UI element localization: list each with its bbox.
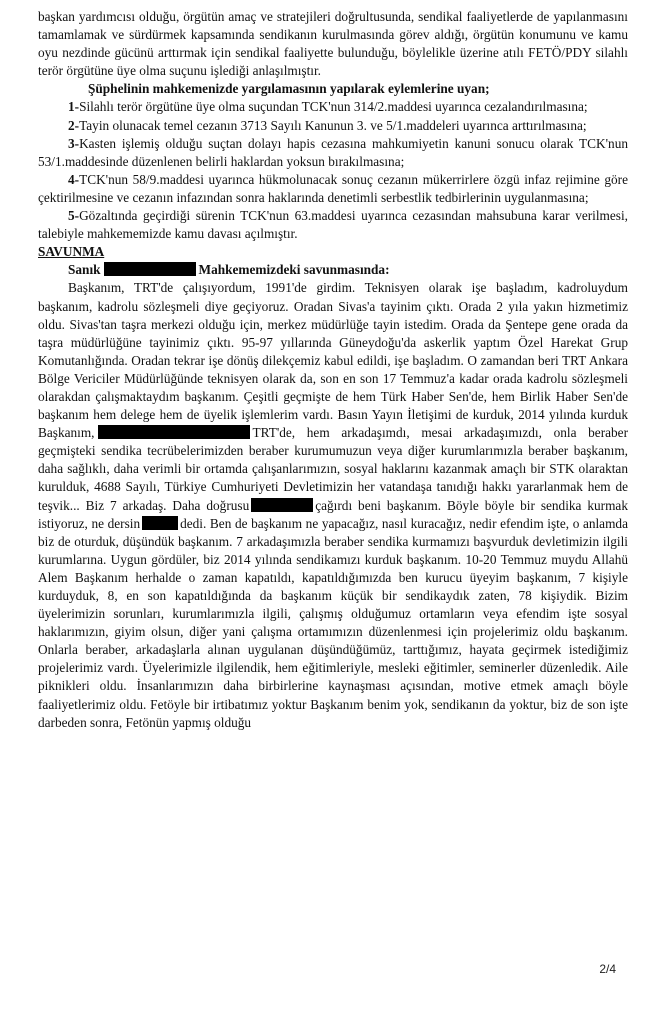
demand-item (38, 135, 628, 171)
demand-number: 3- (68, 135, 80, 151)
intro-paragraph: başkan yardımcısı olduğu, örgütün amaç ve stratejileri doğrultusunda, sendikal faaliyetlerde de yapılanmasını tamamlamak ve sürdürmek kapsamında sendikanın kurulmasında görev aldığı, örgütün konumunu ve kamu oyu nezdinde gücünü arttırmak için sendikal faaliyette bulunduğu, böylelikle üzerine atılı FETÖ/PDY silahlı terör örgütüne üye olma suçunu işlediği anlaşılmıştır. (38, 9, 628, 79)
document-page (38, 8, 628, 732)
demand-text: Kasten işlemiş olduğu suçtan dolayı hapis cezasına mahkumiyetin kanuni sonucu olarak TCK'nun 53/1.maddesinde düzenlenen belirli haklardan yoksun bırakılmasına; (38, 135, 628, 169)
section-title: SAVUNMA (38, 244, 105, 260)
demand-text: TCK'nun 58/9.maddesi uyarınca hükmolunacak sonuç cezanın mükerrirlere özgü infaz rejimine göre çektirilmesine ve cezanın infazından sonra haklarında denetimli serbestlik tedbirlerinin uygulanmasına; (38, 171, 628, 205)
demand-item (38, 171, 628, 207)
demand-text: Gözaltında geçirdiği sürenin TCK'nun 63.maddesi uyarınca cezasından mahsubuna karar verilmesi, talebiyle mahkememizde kamu davası açılmıştır. (38, 208, 628, 242)
defense-text-part: dedi. Ben de başkanım ne yapacağız, nasıl kuracağız, nedir efendim işte, o anlamda biz de oturduk, düşündük başkanım. 7 arkadaşımızla beraber sendika kurmamızı başvurduk devletimizin ilgili kurumlarına. Uygun gördüler, biz 2014 yılında sendikamızı kurduk başkanım. 10-20 Temmuz muydu Allahü Alem Başkanım herhalde o zaman kapatıldı, kapatıldığımızda ben kurucu üyeyim başkanım, 7 kişiyle kurduyduk, 8, en son kapatıldığında da başkanım küçük bir sendikaydık zaten, 78 kişiydik. Bizim üyelerimizin sorunları, kurumlarımızla ilgili, çalışmış olduğumuz ortamların veya efendim işte sosyal haklarımızın, giyim olsun, diğer yani çalışma ortamımızın düzenlenmesi için projelerimiz oldu başkanım. Onlarla beraber, arkadaşlarla alınan uygulanan düşündüğümüz, tarttığımız, hayata geçirmek istediğimiz projelerimiz vardı. Üyelerimizle ilgilendik, hem eğitimleriyle, mesleki eğitimler, seminerler düzenledik. Aile piknikleri oldu. İnsanlarımızın daha birbirlerine kaynaşması açısından, motive etmek amaçlı böyle faaliyetlerimiz oldu. Fetöyle bir irtibatımız yoktur Başkanım benim yok, sendikanın da yoktur, biz de son işte darbeden sonra, Fetönün yapmış olduğu (38, 515, 628, 730)
demand-number: 1- (68, 99, 80, 115)
demand-heading: Şüphelinin mahkemenizde yargılamasının yapılarak eylemlerine uyan; (88, 81, 490, 97)
redaction-bar (104, 262, 196, 276)
demand-text: Silahlı terör örgütüne üye olma suçundan TCK'nun 314/2.maddesi uyarınca cezalandırılmasına; (79, 99, 588, 115)
demand-text: Tayin olunacak temel cezanın 3713 Sayılı Kanunun 3. ve 5/1.maddeleri uyarınca arttırılmasına; (79, 117, 587, 133)
defense-text-part: TRT'de, hem arkadaşımdı, mesai arkadaşımızdı, onla beraber geçmişteki sendika tecrübelerimizden beraber kurumumuzun veya diğer kurumlarımızla beraber başkanım, daha sağlıklı, daha verimli bir ortamda çalışanlarımızın, sosyal haklarını kazanmak amaçlı bir STK olaraktan kurulduk, 4688 Sayılı, Türkiye Cumhuriyeti Devletimizin her vatandaşa tanıdığı hakkı yararlanmak hem de teşvik... Biz 7 arkadaş. Daha doğrusu (38, 425, 628, 513)
defense-paragraph (38, 279, 628, 731)
redaction-bar (251, 498, 313, 512)
defense-text-part: Başkanım, TRT'de çalışıyordum, 1991'de girdim. Teknisyen olarak işe başladım, kadroluydum başkanım, kadrolu sözleşmeli diye geçiyoruz. Oradan Sivas'a tayinim çıktı. Orada 2 yıla yakın hizmetimiz oldu. Sivas'tan taşra merkezi olduğu için, merkez müdürlüğe tayin istedim. Orada da Şentepe gene orada da taşra müdürlüğüne tayinimiz çıktı. 95-97 yıllarında Güneydoğu'da askerlik yaptım Özel Harekat Grup Komutanlığında. Oradan tekrar işe dönüş dilekçemiz kabul edildi, işe başladım. O zamandan beri TRT Ankara Bölge Vericiler Müdürlüğünde teknisyen olarak da, son en son 17 Temmuz'a kadar orada kadrolu sözleşmeli olarakdan çalışmaktaydım başkanım. Çeşitli geçmişte de hem Türk Haber Sen'de, hem Birlik Haber Sen'de başkanım hem delege hem de üyelik işlemlerim vardı. Basın Yayın İletişimi de kurduk, 2014 yılında kurduk Başkanım, (38, 280, 628, 441)
defense-text-part: çağırdı beni başkanım. Böyle böyle bir sendika kurmak istiyoruz, ne dersin (38, 497, 628, 531)
demand-number: 5- (68, 208, 80, 224)
demand-number: 4- (68, 171, 80, 187)
demand-number: 2- (68, 117, 80, 133)
defendant-tail: Mahkememizdeki savunmasında: (198, 262, 390, 278)
page-number: 2/4 (599, 962, 616, 976)
demand-item (38, 98, 628, 116)
defendant-label: Sanık (68, 262, 101, 278)
demand-item (38, 207, 628, 243)
redaction-bar (142, 516, 178, 530)
defendant-heading (68, 261, 628, 279)
demand-item (38, 117, 628, 135)
redaction-bar (98, 425, 250, 439)
